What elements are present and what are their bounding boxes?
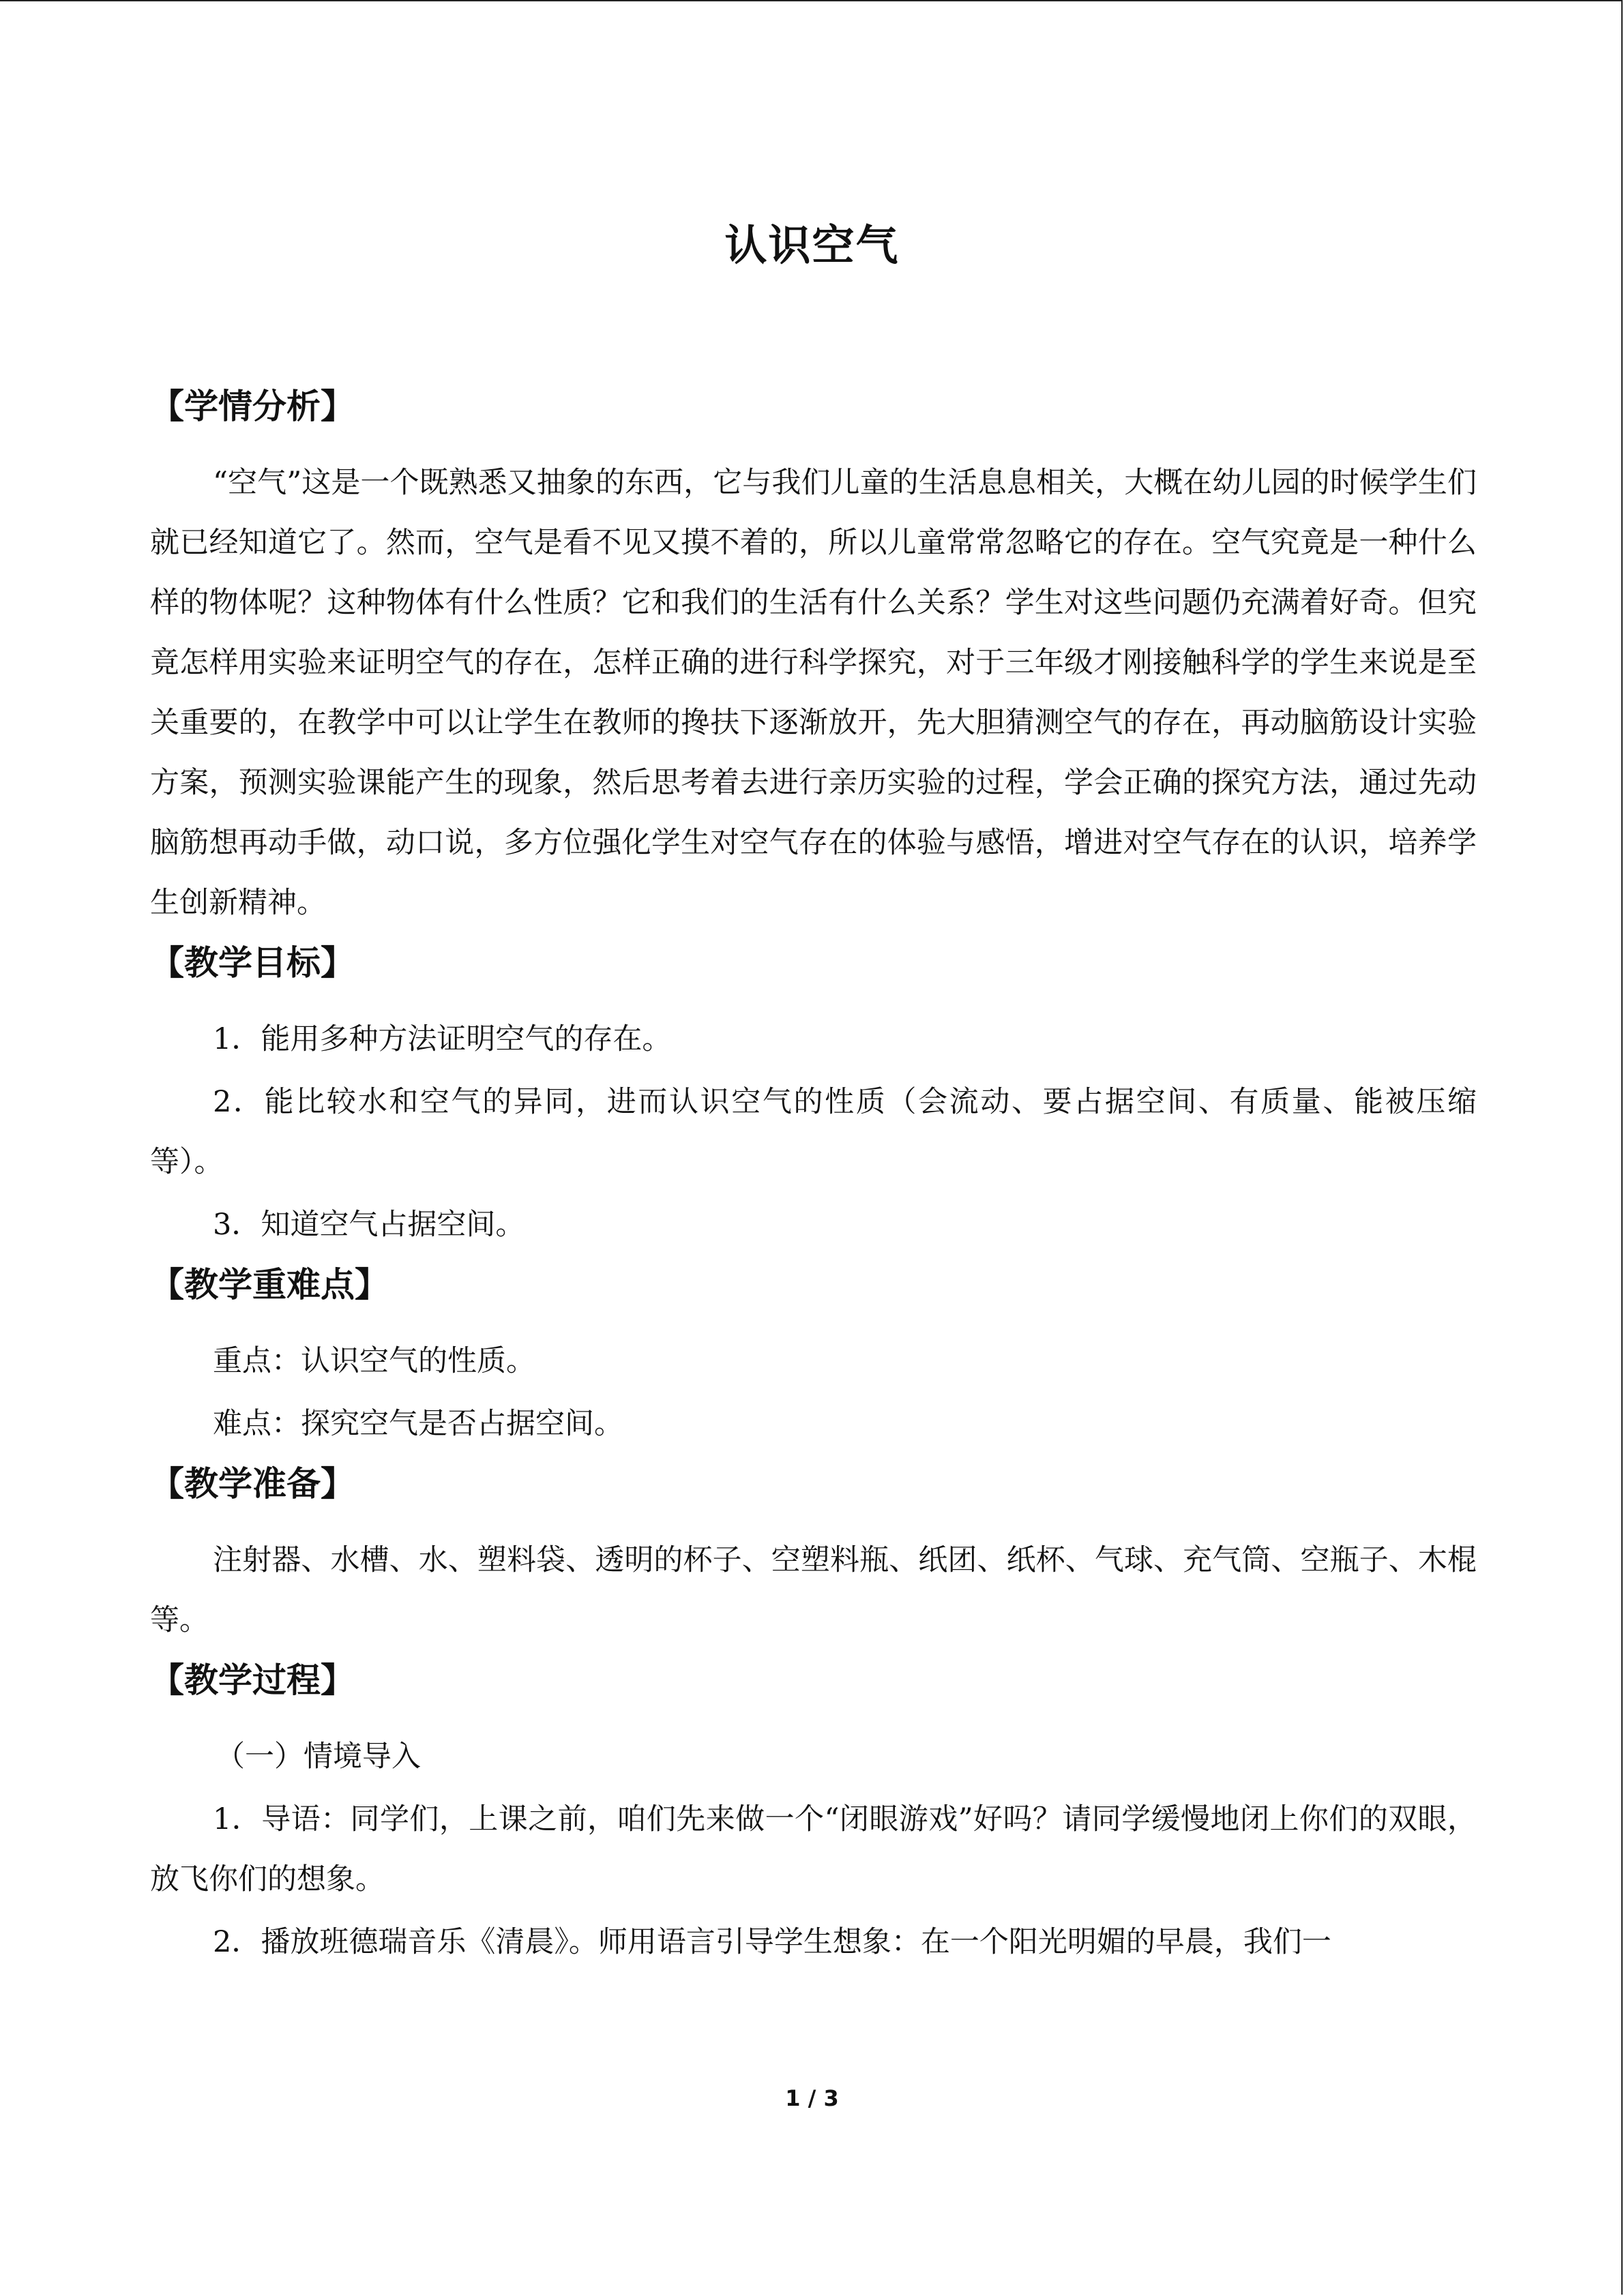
section-preparation <box>150 1459 1477 1650</box>
page-number: 1 / 3 <box>785 2085 839 2111</box>
section-heading: 【教学目标】 <box>150 943 355 983</box>
section-heading: 【学情分析】 <box>150 387 355 426</box>
section-heading: 【教学重难点】 <box>150 1265 389 1304</box>
goal-item: 1．能用多种方法证明空气的存在。 <box>213 1022 672 1056</box>
process-item: 2．播放班德瑞音乐《清晨》。师用语言引导学生想象：在一个阳光明媚的早晨，我们一 <box>213 1925 1331 1959</box>
analysis-paragraph: “空气”这是一个既熟悉又抽象的东西，它与我们儿童的生活息息相关，大概在幼儿园的时候学生们就已经知道它了。然而，空气是看不见又摸不着的，所以儿童常常忽略它的存在。空气究竟是一种什么样的物体呢？这种物体有什么性质？它和我们的生活有什么关系？学生对这些问题仍充满着好奇。但究竟怎样用实验来证明空气的存在，怎样正确的进行科学探究，对于三年级才刚接触科学的学生来说是至关重要的，在教学中可以让学生在教师的搀扶下逐渐放开，先大胆猜测空气的存在，再动脑筋设计实验方案，预测实验课能产生的现象，然后思考着去进行亲历实验的过程，学会正确的探究方法，通过先动脑筋想再动手做，动口说，多方位强化学生对空气存在的体验与感悟，增进对空气存在的认识，培养学生创新精神。 <box>150 466 1477 920</box>
key-point-difficulty: 难点：探究空气是否占据空间。 <box>213 1407 623 1441</box>
goal-item: 3．知道空气占据空间。 <box>213 1208 525 1242</box>
section-analysis <box>150 382 1477 933</box>
key-point-focus: 重点：认识空气的性质。 <box>213 1344 535 1378</box>
section-heading: 【教学过程】 <box>150 1660 355 1700</box>
process-item: 1．导语：同学们，上课之前，咱们先来做一个“闭眼游戏”好吗？请同学缓慢地闭上你们的双眼，放飞你们的想象。 <box>150 1802 1477 1896</box>
section-key-points <box>150 1260 1477 1454</box>
process-subheading: （一）情境导入 <box>216 1740 421 1774</box>
preparation-paragraph: 注射器、水槽、水、塑料袋、透明的杯子、空塑料瓶、纸团、纸杯、气球、充气筒、空瓶子、木棍等。 <box>150 1543 1477 1637</box>
section-heading: 【教学准备】 <box>150 1464 355 1504</box>
document-body <box>150 382 1477 1975</box>
goal-item: 2．能比较水和空气的异同，进而认识空气的性质（会流动、要占据空间、有质量、能被压缩等）。 <box>150 1085 1477 1179</box>
section-process <box>150 1656 1477 1972</box>
document-title: 认识空气 <box>724 220 900 270</box>
section-goals <box>150 938 1477 1255</box>
